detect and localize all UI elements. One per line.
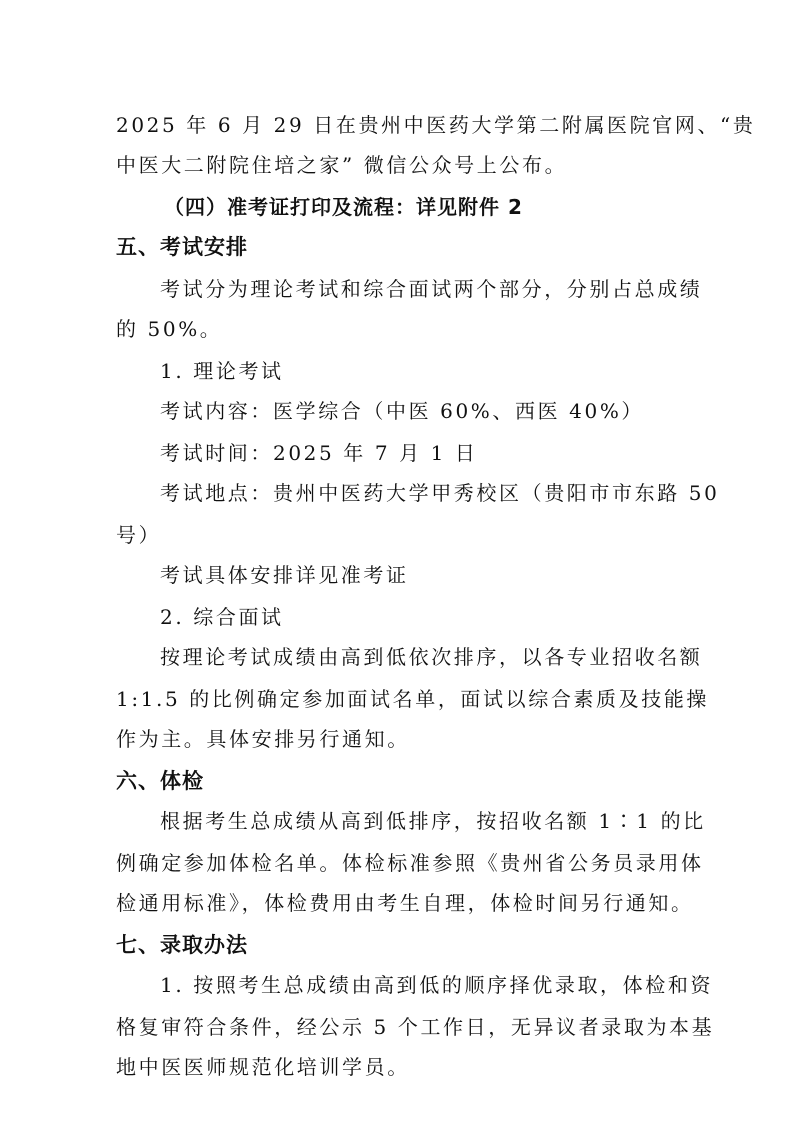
body-line: 中医大二附院住培之家” 微信公众号上公布。 bbox=[116, 153, 568, 177]
body-line: 考试地点：贵州中医药大学甲秀校区（贵阳市市东路 50 bbox=[160, 481, 720, 505]
body-line: 号） bbox=[116, 523, 162, 547]
list-item-heading: 1. 理论考试 bbox=[160, 359, 284, 383]
body-line: 格复审符合条件，经公示 5 个工作日，无异议者录取为本基 bbox=[116, 1015, 715, 1039]
body-line: 1. 按照考生总成绩由高到低的顺序择优录取，体检和资 bbox=[160, 973, 714, 997]
body-line: 按理论考试成绩由高到低依次排序，以各专业招收名额 bbox=[160, 645, 703, 669]
body-line: 考试时间：2025 年 7 月 1 日 bbox=[160, 441, 478, 465]
body-line: 考试内容：医学综合（中医 60%、西医 40%） bbox=[160, 399, 645, 423]
body-line: 根据考生总成绩从高到低排序，按招收名额 1∶1 的比 bbox=[160, 809, 706, 833]
list-item-heading: 2. 综合面试 bbox=[160, 605, 284, 629]
body-line: 考试分为理论考试和综合面试两个部分，分别占总成绩 bbox=[160, 277, 703, 301]
body-line: 例确定参加体检名单。体检标准参照《贵州省公务员录用体 bbox=[116, 851, 704, 875]
body-line: 2025 年 6 月 29 日在贵州中医药大学第二附属医院官网、“贵 bbox=[116, 113, 756, 137]
section-heading: 七、录取办法 bbox=[116, 933, 248, 957]
body-line: 考试具体安排详见准考证 bbox=[160, 563, 409, 587]
body-line: 检通用标准》，体检费用由考生自理，体检时间另行通知。 bbox=[116, 891, 694, 915]
body-line: 地中医医师规范化培训学员。 bbox=[116, 1055, 410, 1079]
body-line: 1:1.5 的比例确定参加面试名单，面试以综合素质及技能操 bbox=[116, 687, 710, 711]
section-heading: 六、体检 bbox=[116, 769, 204, 793]
subsection-heading: （四）准考证打印及流程：详见附件 2 bbox=[164, 195, 523, 219]
body-line: 作为主。具体安排另行通知。 bbox=[116, 727, 410, 751]
section-heading: 五、考试安排 bbox=[116, 235, 248, 259]
body-line: 的 50%。 bbox=[116, 317, 223, 341]
